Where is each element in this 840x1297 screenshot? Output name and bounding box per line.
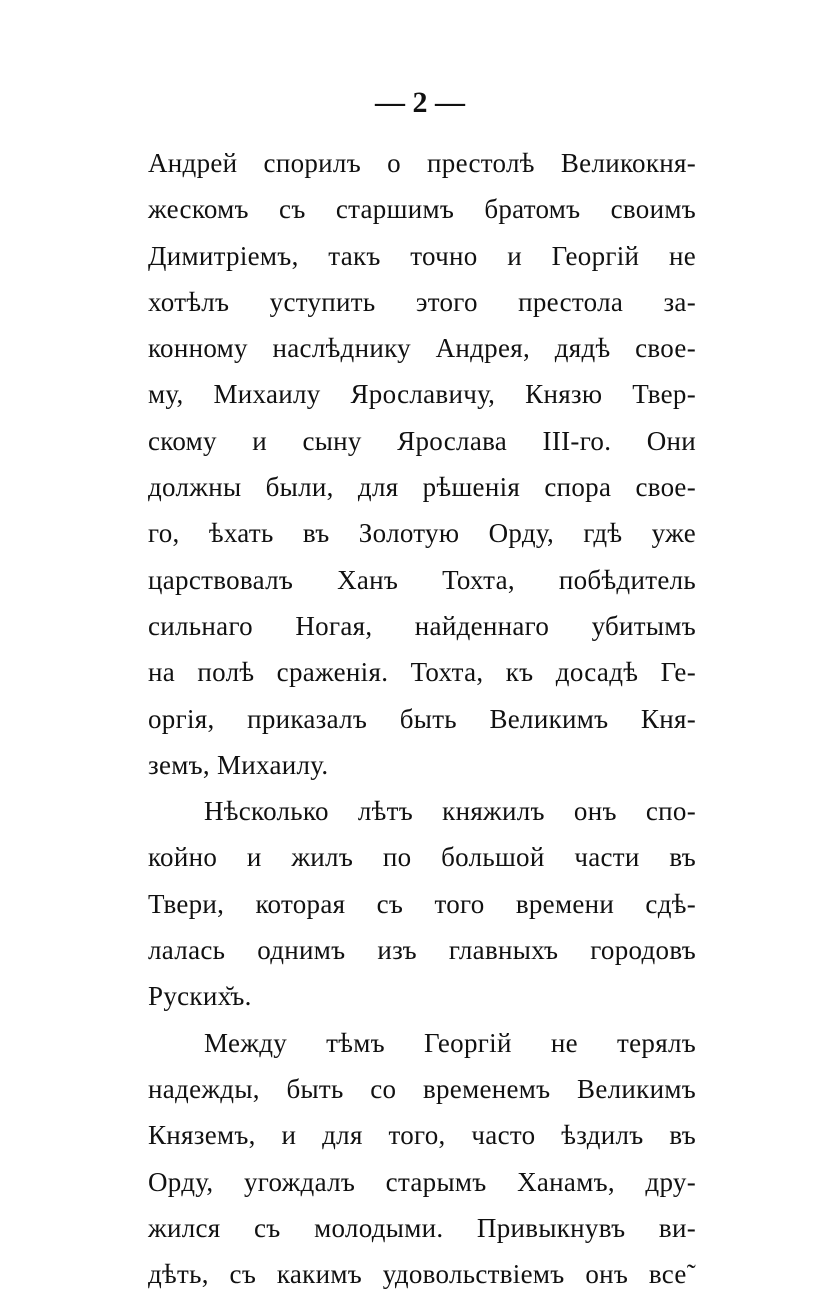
text-line: дѣть, съ какимъ удовольствіемъ онъ все˜ [148, 1259, 696, 1290]
text-line: хотѣлъ уступить этого престола за- [148, 286, 696, 317]
text-line: должны были, для рѣшенія спора своe- [148, 472, 696, 503]
text-line: оргія, приказалъ быть Великимъ Кня- [148, 703, 696, 734]
text-line: надежды, быть со временемъ Великимъ [148, 1073, 696, 1104]
text-line: жескомъ съ старшимъ братомъ своимъ [148, 194, 696, 225]
body-text [148, 140, 696, 1297]
text-line: го, ѣхать въ Золотую Орду, гдѣ уже [148, 518, 696, 549]
text-line: конному наслѣднику Андрея, дядѣ свое- [148, 333, 696, 364]
text-line: Орду, угождалъ старымъ Ханамъ, дру- [148, 1166, 696, 1197]
text-line: сильнаго Ногая, найденнаго убитымъ [148, 610, 696, 641]
text-line: Димитріемъ, такъ точно и Георгій не [148, 240, 696, 271]
text-line: му, Михаилу Ярославичу, Князю Твер- [148, 379, 696, 410]
text-line: Андрей спорилъ о престолѣ Великокня- [148, 148, 696, 178]
text-line: Нѣсколько лѣтъ княжилъ онъ спо- [204, 796, 696, 827]
text-line: скому и сыну Ярослава III-го. Они [148, 425, 696, 456]
text-line: Руских̆ъ. [148, 981, 252, 1012]
text-line: лалась однимъ изъ главныхъ городовъ [148, 935, 696, 966]
text-line: на полѣ сраженія. Тохта, къ досадѣ Ге- [148, 657, 696, 688]
text-line: земъ, Михаилу. [148, 749, 329, 780]
text-line: койно и жилъ по большой части въ [148, 842, 696, 873]
text-line: Княземъ, и для того, часто ѣздилъ въ [148, 1120, 696, 1151]
text-line: жился съ молодыми. Привыкнувъ ви- [148, 1212, 696, 1243]
page-number: — 2 — [375, 86, 465, 119]
text-line: Между тѣмъ Георгій не терялъ [204, 1027, 696, 1058]
text-line: Твери, которая съ того времени сдѣ- [148, 888, 696, 919]
text-line: царствовалъ Ханъ Тохта, побѣдитель [148, 564, 696, 595]
